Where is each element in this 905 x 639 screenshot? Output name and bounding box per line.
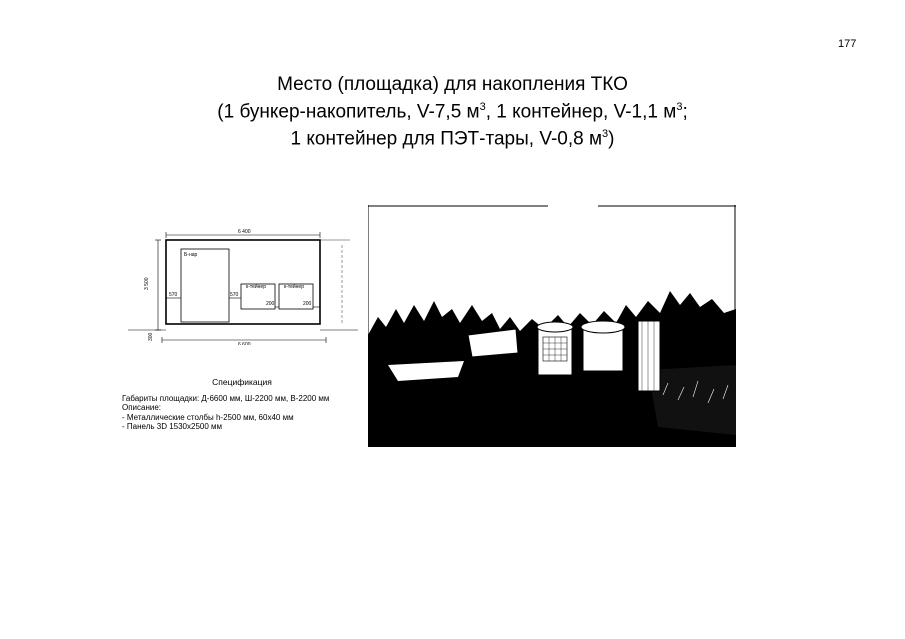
spec-line: - Панель 3D 1530х2500 мм [122, 422, 223, 431]
bunker-label: Б-нар [184, 252, 198, 258]
gap-4-label: 200 [303, 301, 312, 307]
specification-block [122, 378, 362, 432]
container-2-label: к-тейнер [284, 284, 304, 290]
gap-2-label: 570 [230, 292, 239, 298]
page-number: 177 [838, 38, 857, 50]
dim-bottom-label: 6 600 [238, 342, 251, 345]
container-1-label: к-тейнер [246, 284, 266, 290]
site-photo [368, 205, 736, 447]
title-line-1: Место (площадка) для накопления ТКО [277, 74, 628, 95]
site-plan-drawing [128, 225, 360, 345]
title-line-3: 1 контейнер для ПЭТ-тары, V-0,8 $м^3$) [290, 128, 615, 150]
spec-line: Габариты площадки: Д-6600 мм, Ш-2200 мм, В-2200 мм [122, 393, 330, 403]
gap-1-label: 570 [169, 292, 178, 298]
page-title [0, 74, 905, 151]
dim-left-small-label: 300 [148, 332, 154, 341]
title-line-2: (1 бункер-накопитель, V-7,5 $м^3$, 1 контейнер, V-1,1 $м^3$; [217, 101, 688, 123]
dim-left-label: 3 500 [144, 277, 150, 290]
spec-line: - Металлические столбы h-2500 мм, 60х40 мм [122, 412, 294, 422]
gap-3-label: 200 [266, 301, 275, 307]
spec-line: Описание: [122, 403, 162, 412]
dim-top-label: 6 400 [238, 229, 251, 235]
specification-heading: Спецификация [212, 377, 272, 387]
